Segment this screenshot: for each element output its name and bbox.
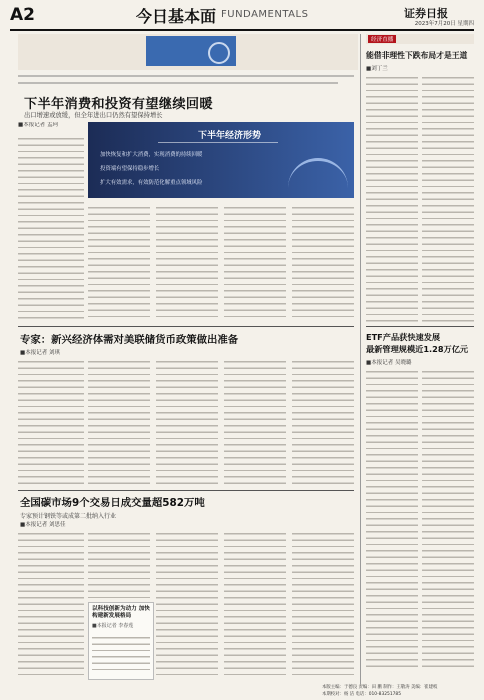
top-story-byline: ■本报记者 孟珂 [18, 122, 58, 128]
banner-kicker: 下半年经济形势 [198, 131, 262, 141]
story3-col2 [88, 528, 150, 598]
banner-line-3: 扩大有效需求，有效防范化解重点领域风险 [100, 180, 203, 186]
story2-byline: ■本报记者 刘琪 [20, 350, 60, 356]
story4-body-left [366, 366, 418, 672]
inset-box [88, 602, 154, 680]
top-story-banner [88, 122, 354, 198]
column-header-strip [366, 34, 474, 44]
banner-line-1: 加快恢复和扩大消费，实现消费的持续回暖 [100, 152, 203, 158]
divider [366, 326, 474, 327]
promo-strip [18, 34, 358, 70]
column-byline: ■刘丁兰 [366, 66, 388, 72]
story2-col2 [88, 356, 150, 486]
top-story-subhead: 出口增速或放缓，但全年进出口仍然有望保持增长 [24, 112, 163, 119]
top-story-col5 [292, 202, 354, 322]
story3-subhead: 专家预计钢铁等或成第二批纳入行业 [20, 513, 117, 520]
story4-byline: ■本报记者 吴晓璐 [366, 360, 412, 366]
section-title: 今日基本面 [136, 7, 217, 26]
intro-paragraph [18, 74, 354, 90]
top-story-col1 [18, 122, 84, 322]
section-title-en: FUNDAMENTALS [221, 9, 309, 20]
column-divider [360, 34, 361, 684]
story3-col1 [18, 528, 84, 678]
story4-body-right [422, 366, 474, 672]
banner-bridge-icon [288, 158, 348, 195]
story3-col5 [292, 528, 354, 678]
story4-subhead: 最新管理规模近1.28万亿元 [366, 344, 469, 354]
masthead [10, 4, 474, 30]
inset-byline: ■本报记者 李春莲 [92, 623, 134, 630]
issue-date: 2023年7月20日 星期四 [414, 21, 474, 27]
story4-headline: ETF产品获快速发展 [366, 332, 441, 342]
top-story-headline: 下半年消费和投资有望继续回暖 [24, 97, 213, 112]
story2-headline: 专家：新兴经济体需对美联储货币政策做出准备 [20, 334, 239, 346]
top-story-col2 [88, 202, 150, 322]
column-headline: 能借非理性下跌布局才是王道 [366, 51, 468, 60]
inset-headline: 以科技创新为动力 加快构建新发展格局 [92, 606, 150, 619]
story3-headline: 全国碳市场9个交易日成交量超582万吨 [20, 497, 205, 509]
divider [18, 490, 354, 491]
banner-line-2: 投资端有望保持稳步增长 [100, 166, 160, 172]
page-number: A2 [10, 5, 35, 25]
divider [18, 326, 354, 327]
story3-col3 [156, 528, 218, 678]
top-story-col4 [224, 202, 286, 322]
story2-col3 [156, 356, 218, 486]
column-tag: 经济直播 [368, 35, 396, 43]
column-body-left [366, 72, 418, 322]
top-story-col3 [156, 202, 218, 322]
column-body-right [422, 72, 474, 322]
masthead-rule [10, 29, 474, 31]
paper-logo: 证券日报 [404, 7, 448, 20]
story2-col1 [18, 356, 84, 486]
promo-badge-ring [208, 42, 230, 64]
story3-byline: ■本报记者 刘思佳 [20, 522, 66, 528]
footer-phone: 本期校对：杨 洁 电话：010-83251785 [322, 692, 402, 697]
story3-col4 [224, 528, 286, 678]
footer-credits: 本版主编：于德良 责编：田 鹏 制作：王敬涛 美编：崔建岐 [322, 685, 438, 690]
story2-col5 [292, 356, 354, 486]
story2-col4 [224, 356, 286, 486]
